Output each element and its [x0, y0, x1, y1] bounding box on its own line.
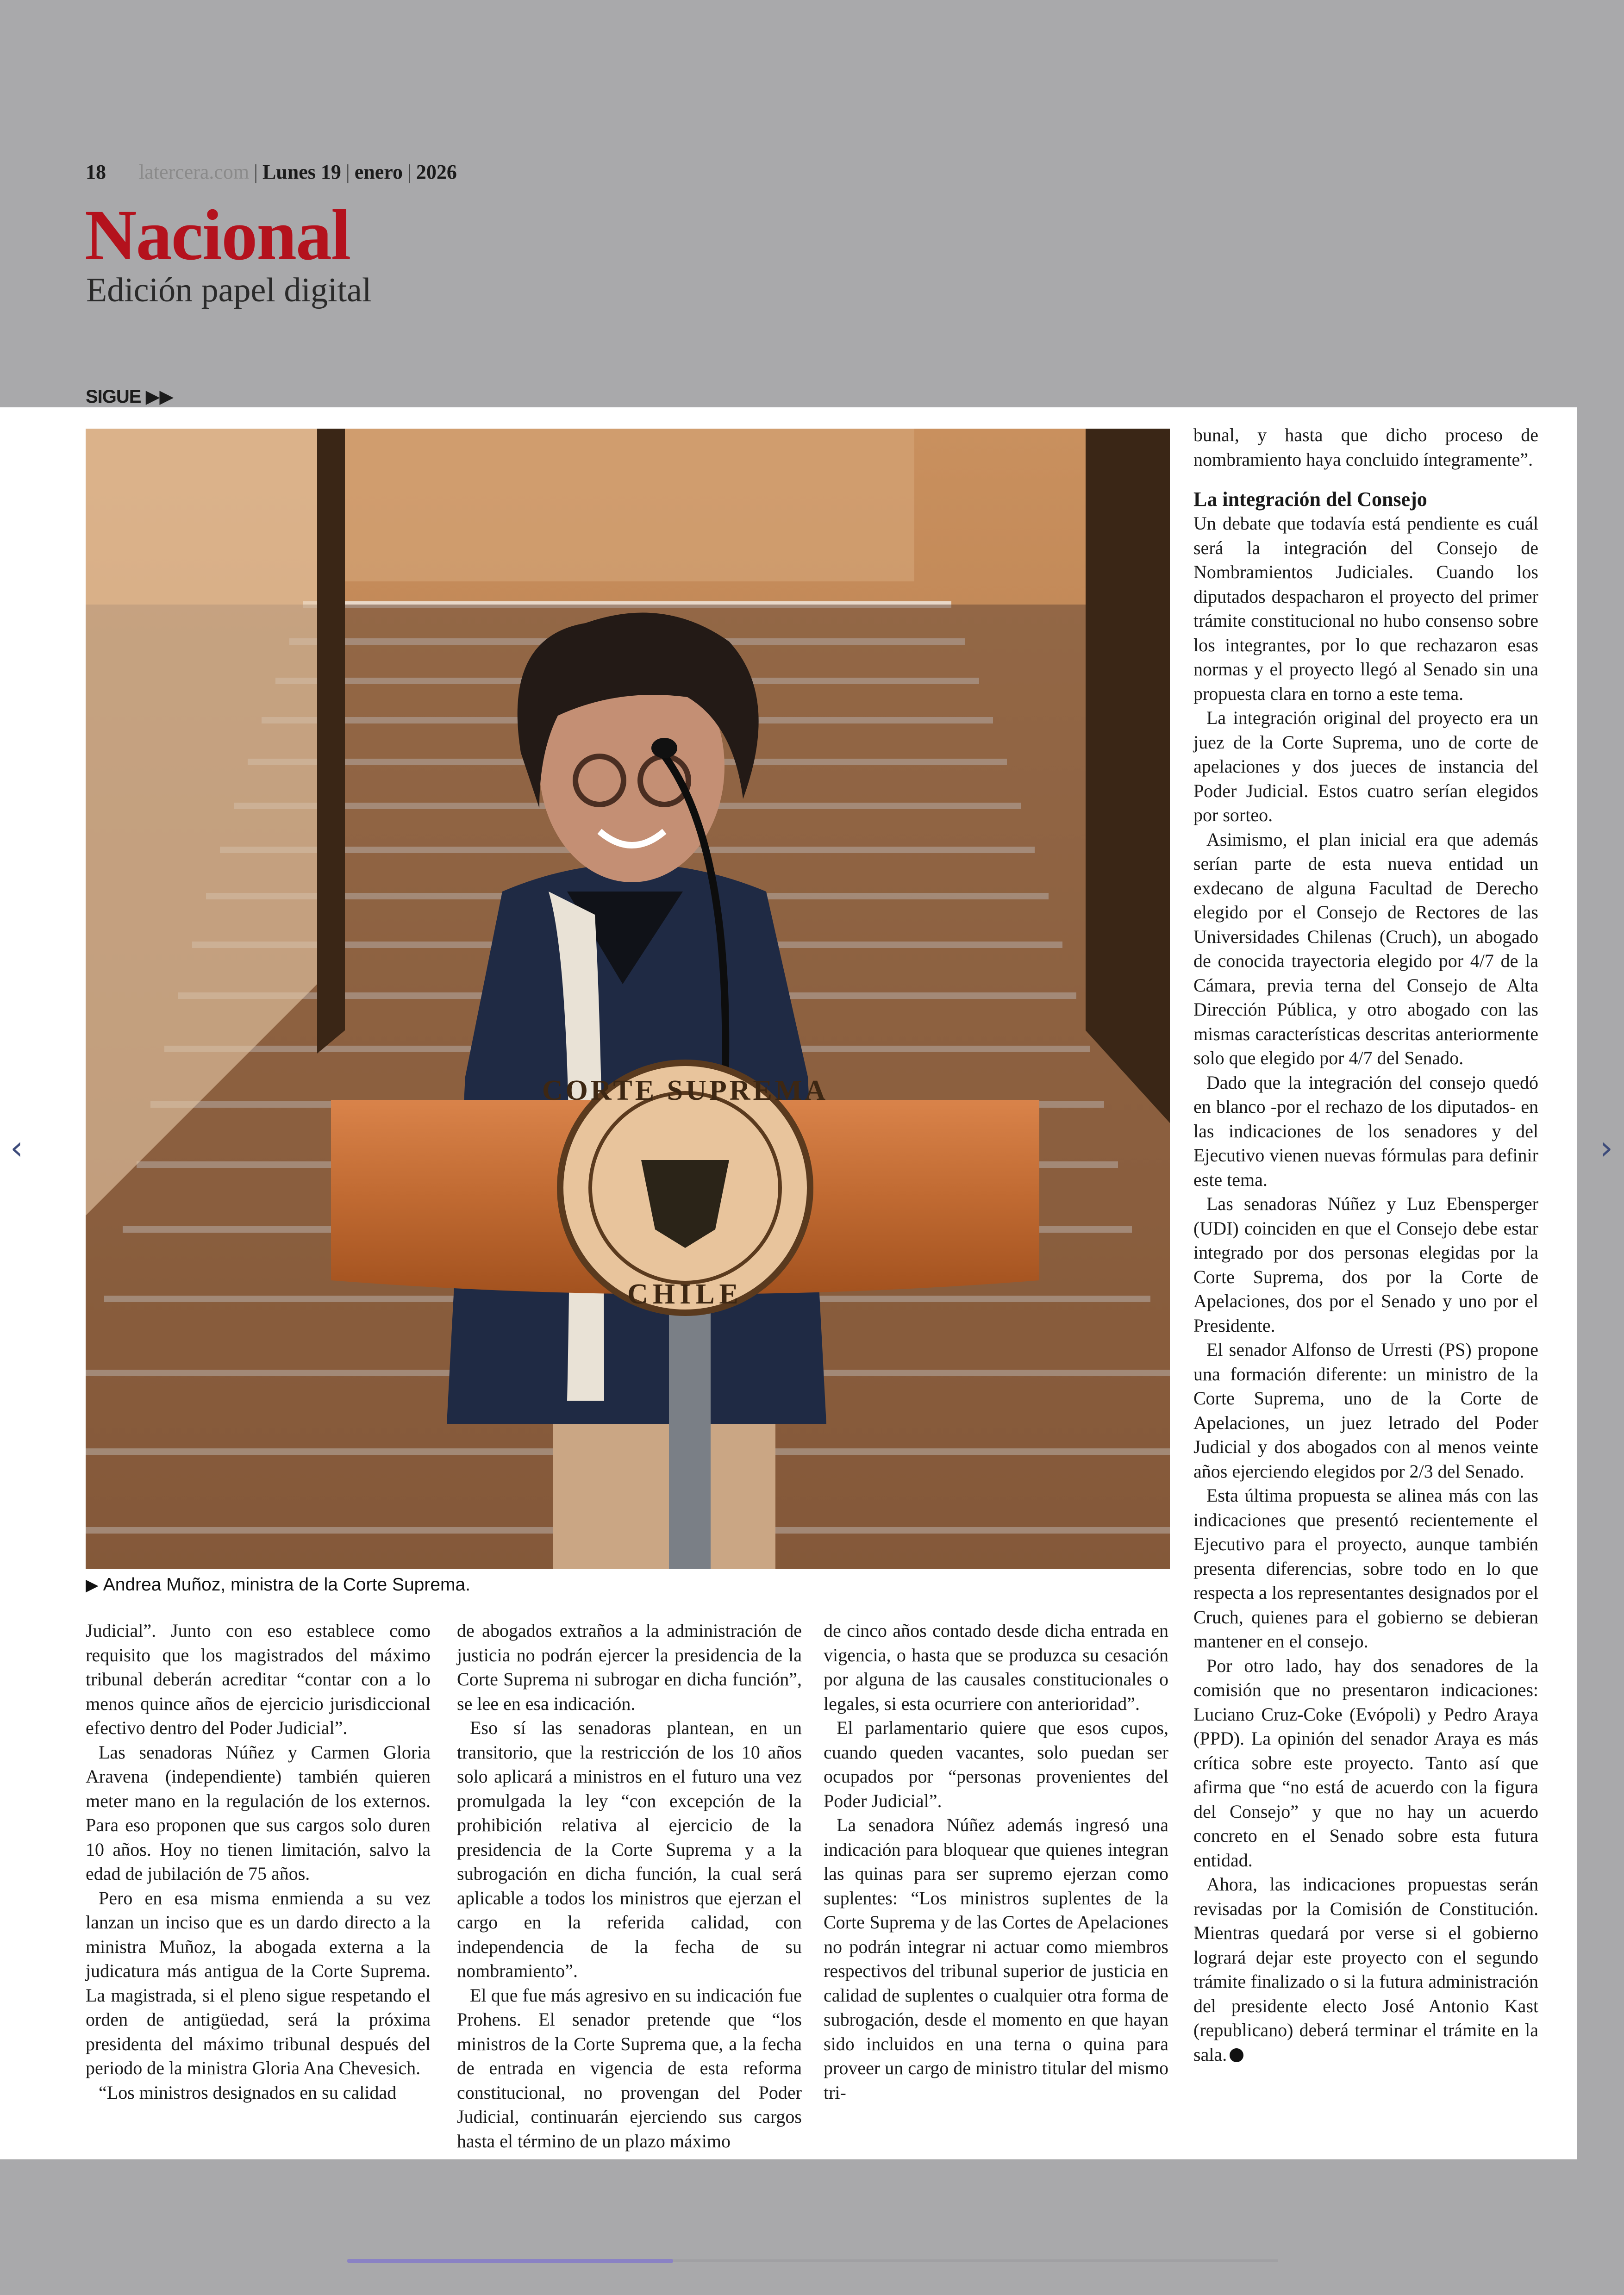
caption-arrow-icon: ▶ [86, 1575, 99, 1594]
paragraph: El que fue más agresivo en su indicación fue Prohens. El senador pretende que “los ministros de la Corte Suprema que, a la fecha de entrada en vigencia de esta reforma constitucional, no provengan del Poder Judicial, continuarán ejerciendo sus cargos hasta el término de un plazo máximo [457, 1984, 802, 2152]
article-photo [86, 429, 1170, 1569]
paragraph: de abogados extraños a la administración de justicia no podrán ejercer la presidencia de la Corte Suprema ni subrogar en dicha función”, se lee en esa indicación. [457, 1620, 802, 1714]
wall-panel [345, 429, 914, 581]
trousers [553, 1424, 775, 1569]
page-number: 18 [86, 161, 106, 183]
paragraph: bunal, y hasta que dicho proceso de nombramiento haya concluido íntegramente”. [1193, 424, 1538, 470]
paragraph: Un debate que todavía está pendiente es cuál será la integración del Consejo de Nombramientos Judiciales. Cuando los diputados despacharon el proyecto del primer trámite constitucional no hubo consenso sobre los integrantes, por lo que rechazaron esas normas y el proyecto llegó al Senado sin una propuesta clara en torno a este tema. [1193, 513, 1538, 704]
podium-stand [669, 1280, 711, 1569]
end-of-article-icon [1230, 2048, 1243, 2062]
paragraph: Eso sí las senadoras plantean, en un transitorio, que la restricción de los 10 años solo aplicará a ministros en el futuro una vez promulgada la ley “con excepción de la prohibición relativa al ejercicio de la presidencia de la Corte Suprema y a la subrogación en dicha función, la cual será aplicable a todos los ministros que ejerzan el cargo en la referida calidad, con independencia de la fecha de su nombramiento”. [457, 1717, 802, 1981]
right-banister [1086, 429, 1170, 1123]
continue-label: SIGUE ▶▶ [86, 387, 174, 407]
separator: | [407, 161, 412, 183]
paragraph: Las senadoras Núñez y Carmen Gloria Aravena (independiente) también quieren meter mano en la regulación de los externos. Para eso proponen que sus cargos solo duren 10 años. Hoy no tienen limitación, salvo la edad de jubilación de 75 años. [86, 1741, 431, 1884]
chevron-left-icon: ‹ [10, 1129, 23, 1167]
separator: | [345, 161, 350, 183]
site-name: latercera.com [139, 161, 250, 183]
article-column-2 [457, 1619, 802, 2153]
paragraph: Las senadoras Núñez y Luz Ebensperger (UDI) coinciden en que el Consejo debe estar integrado por dos personas elegidas por la Corte Suprema, dos por la Corte de Apelaciones, dos por el Senado y uno por el Presidente. [1193, 1193, 1538, 1336]
podium-text-top: CORTE SUPREMA [542, 1075, 829, 1106]
photo-illustration [86, 429, 1170, 1569]
paragraph: El senador Alfonso de Urresti (PS) propone una formación diferente: un ministro de la Corte Suprema, uno de la Corte de Apelaciones, un juez letrado del Poder Judicial y dos abogados con al menos veinte años ejerciendo elegidos por 2/3 del Senado. [1193, 1339, 1538, 1482]
paragraph: La integración original del proyecto era un juez de la Corte Suprema, uno de corte de apelaciones y dos jueces de instancia del Poder Judicial. Estos cuatro serían elegidos por sorteo. [1193, 707, 1538, 825]
next-page-button[interactable] [1593, 1129, 1620, 1166]
paragraph: Asimismo, el plan inicial era que además serían parte de esta nueva entidad un exdecano de alguna Facultad de Derecho elegido por el Consejo de Rectores de las Universidades Chilenas (Cruch), un abogado de conocida trayectoria elegido por 4/7 de la Cámara, previa terna del Consejo de Alta Dirección Pública, y otro abogado con las mismas características descritas anteriormente solo que elegido por 4/7 del Senado. [1193, 829, 1538, 1068]
section-title: Nacional [85, 195, 350, 275]
paragraph: Dado que la integración del consejo quedó en blanco -por el rechazo de los diputados- en las indicaciones de los senadores y del Ejecutivo vienen nuevas fórmulas para definir este tema. [1193, 1072, 1538, 1190]
date-day: Lunes 19 [262, 161, 341, 183]
paragraph: Por otro lado, hay dos senadores de la comisión que no presentaron indicaciones: Luciano Cruz-Coke (Evópoli) y Pedro Araya (PPD). La opinión del senador Araya es más crítica sobre este proyecto. Tanto así que afirma que “no está de acuerdo con la figura del Consejo” y que no hay un acuerdo concreto en el Senado sobre esta futura entidad. [1193, 1655, 1538, 1871]
paragraph: Esta última propuesta se alinea más con las indicaciones que presentó recientemente el Ejecutivo para el proyecto, aunque también presenta diferencias, sobre todo en lo que respecta a los representantes designados por el Cruch, quienes para el gobierno se debieran mantener en el consejo. [1193, 1485, 1538, 1652]
caption-text: Andrea Muñoz, ministra de la Corte Suprema. [103, 1575, 471, 1595]
chevron-right-icon: › [1600, 1129, 1613, 1167]
paragraph: La senadora Núñez además ingresó una indicación para bloquear que quienes integran las quinas para ser supremo ejerzan como suplentes: “Los ministros suplentes de la Corte Suprema y de las Cortes de Apelaciones no podrán integrar ni actuar como miembros respectivos del tribunal superior de justicia en calidad de suplentes o cualquier otra forma de subrogación, desde el momento en que hayan sido incluidos en una terna o quina para proveer un cargo de ministro titular del mismo tri- [824, 1815, 1168, 2103]
paragraph-final [1193, 1872, 1538, 2067]
article-column-4 [1193, 423, 1538, 2067]
date-month: enero [354, 161, 403, 183]
paragraph: Judicial”. Junto con eso establece como requisito que los magistrados del máximo tribunal deberán acreditar “contar con a lo menos quince años de ejercicio jurisdiccional efectivo dentro del Poder Judicial”. [86, 1620, 431, 1738]
paragraph-text: Ahora, las indicaciones propuestas serán revisadas por la Comisión de Constitución. Mientras quedará por verse si el gobierno logrará dejar este proyecto con el segundo trámite finalizado o si la futura administración del presidente electo José Antonio Kast (republicano) deberá terminar el trámite en la sala. [1193, 1874, 1538, 2065]
date-year: 2026 [416, 161, 457, 183]
paragraph: Pero en esa misma enmienda a su vez lanzan un inciso que es un dardo directo a la ministra Muñoz, la abogada externa a la judicatura más antigua de la Corte Suprema. La magistrada, si el pleno sigue respetando el orden de antigüedad, será la próxima presidenta del máximo tribunal después del periodo de la ministra Gloria Ana Chevesich. [86, 1887, 431, 2078]
photo-caption [86, 1575, 470, 1595]
section-heading: La integración del Consejo [1193, 488, 1427, 511]
paragraph: El parlamentario quiere que esos cupos, cuando queden vacantes, solo puedan ser ocupados por “personas provenientes del Poder Judicial”. [824, 1717, 1168, 1811]
article-column-1 [86, 1619, 431, 2105]
article-column-3 [824, 1619, 1168, 2105]
dateline [86, 160, 457, 184]
left-banister [317, 429, 345, 1054]
previous-page-button[interactable] [3, 1129, 31, 1166]
microphone-head [651, 738, 677, 758]
podium-text-bottom: CHILE [627, 1278, 743, 1310]
edition-subtitle: Edición papel digital [86, 271, 372, 309]
paragraph: “Los ministros designados en su calidad [99, 2082, 397, 2103]
separator: | [254, 161, 258, 183]
page-progress-fill [347, 2259, 673, 2263]
paragraph: de cinco años contado desde dicha entrada en vigencia, o hasta que se produzca su cesación por alguna de las causales constitucionales o legales, si esta ocurriere con anterioridad”. [824, 1620, 1168, 1714]
